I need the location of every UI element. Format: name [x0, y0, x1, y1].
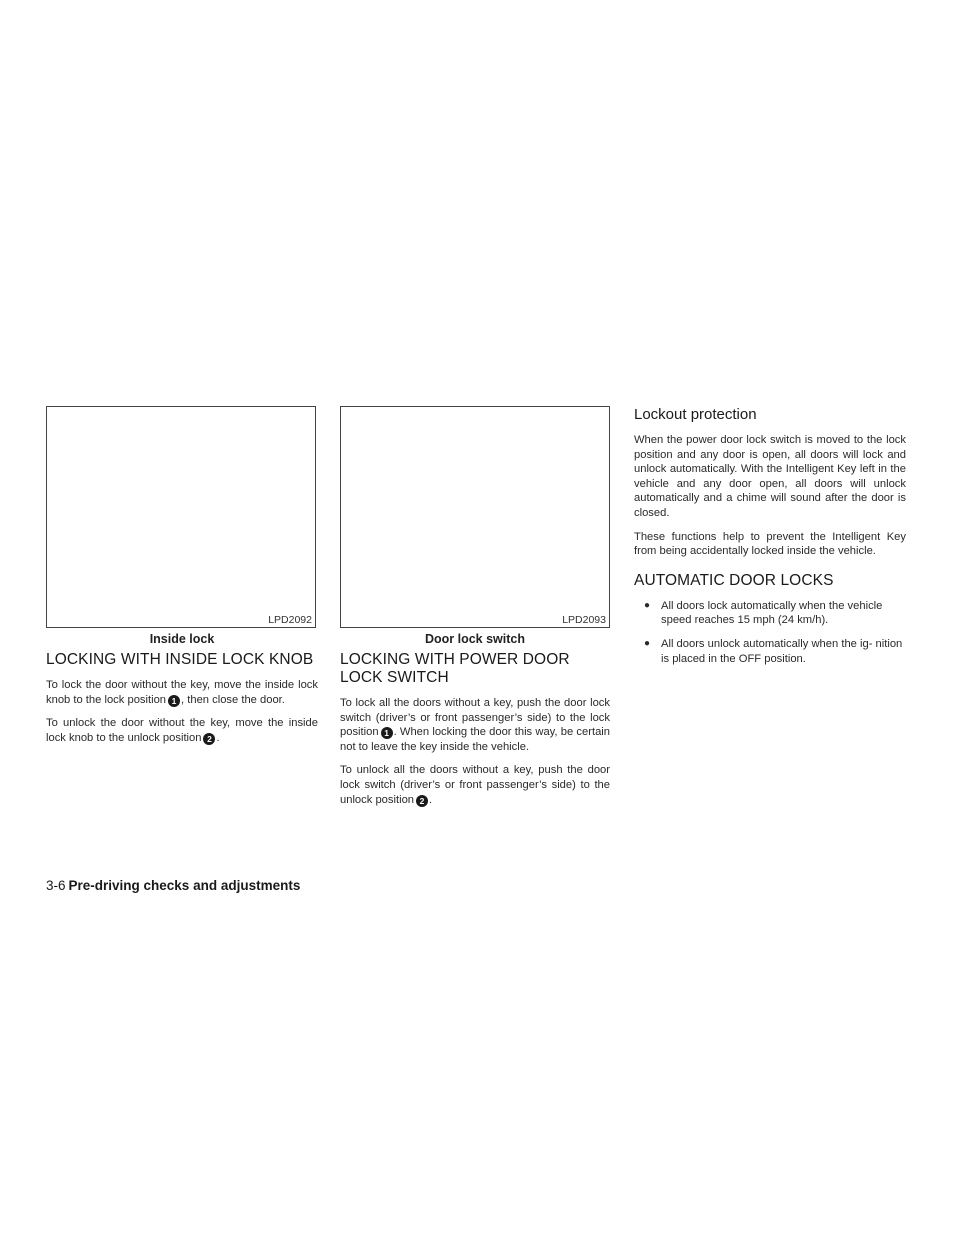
list-item: ● All doors lock automatically when the vehicle speed reaches 15 mph (24 km/h).: [644, 599, 883, 627]
paragraph: To lock all the doors without a key, push the door lock switch (driver’s or front passenger’s side) to the lock position 1 . When locking the door this way, be certain not to leave the key inside the vehicle.: [340, 697, 610, 753]
paragraph: To unlock the door without the key, move the inside lock knob to the unlock position 2 .: [46, 717, 318, 744]
callout-2-icon: 2: [203, 733, 215, 745]
section-heading: AUTOMATIC DOOR LOCKS: [634, 571, 834, 589]
bullet-icon: ●: [644, 599, 651, 611]
paragraph: These functions help to prevent the Intelligent Key from being accidentally locked inside the vehicle.: [634, 530, 906, 558]
list-item: ● All doors unlock automatically when the ig- nition is placed in the OFF position.: [644, 637, 903, 665]
section-heading: LOCKING WITH INSIDE LOCK KNOB: [46, 651, 314, 668]
figure-inside-lock: [46, 406, 316, 628]
callout-1-icon: 1: [381, 727, 393, 739]
subsection-heading: Lockout protection: [634, 406, 757, 423]
page-footer: [46, 878, 300, 893]
figure-caption: Inside lock: [149, 632, 215, 646]
paragraph: To unlock all the doors without a key, push the door lock switch (driver’s or front passenger’s side) to the unlock position 2 .: [340, 764, 610, 806]
bullet-icon: ●: [644, 637, 651, 649]
bullet-list: [634, 599, 906, 666]
paragraph: When the power door lock switch is moved to the lock position and any door is open, all doors will lock and unlock automatically. With the Intelligent Key left in the vehicle and any door open, all doors will unlock automatically and a chime will sound after the door is closed.: [634, 434, 906, 519]
column-lockout: [634, 406, 906, 675]
figure-caption: Door lock switch: [424, 632, 526, 646]
page-number: 3-6: [46, 878, 66, 893]
paragraph: To lock the door without the key, move the inside lock knob to the lock position 1 , then close the door.: [46, 679, 318, 706]
figure-code: LPD2092: [268, 614, 312, 626]
callout-2-icon: 2: [416, 795, 428, 807]
column-inside-lock: [46, 406, 318, 754]
column-power-lock: [340, 406, 610, 816]
section-title: Pre-driving checks and adjustments: [68, 878, 301, 893]
figure-code: LPD2093: [562, 614, 606, 626]
figure-door-lock-switch: [340, 406, 610, 628]
section-heading: LOCKING WITH POWER DOOR LOCK SWITCH: [340, 651, 570, 686]
callout-1-icon: 1: [168, 695, 180, 707]
